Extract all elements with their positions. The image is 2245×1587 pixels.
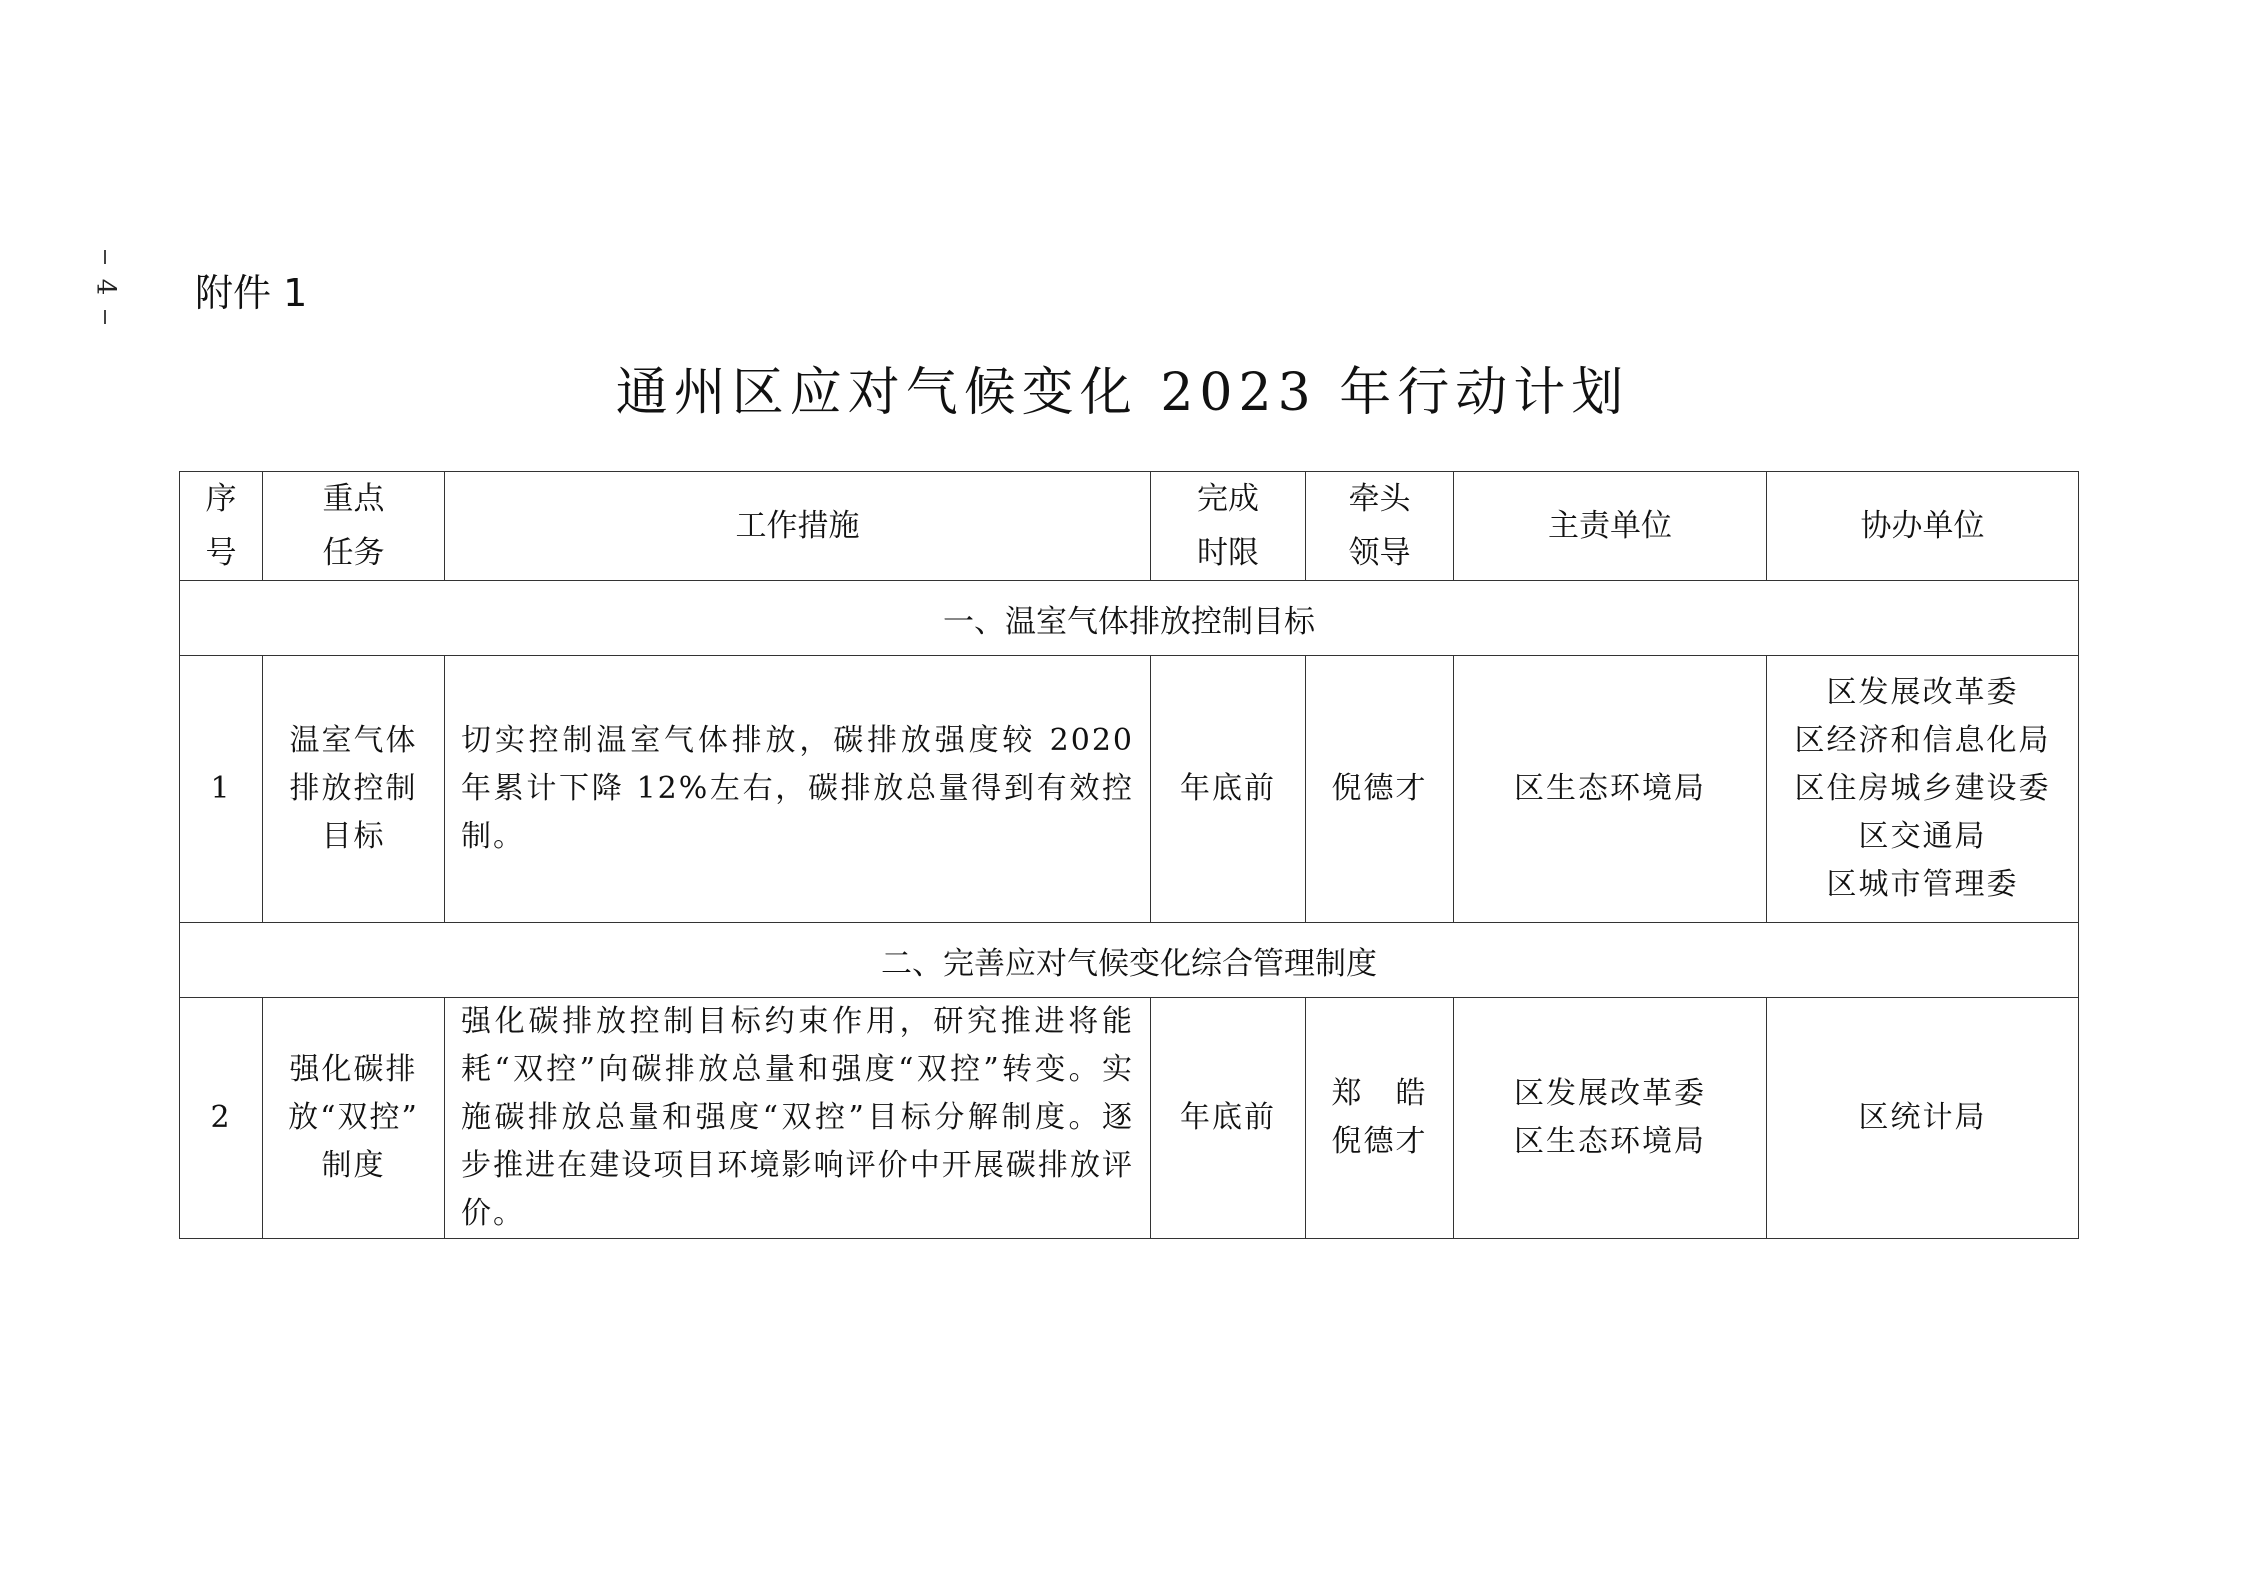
cell-lead-unit <box>1454 998 1767 1239</box>
table-header-row <box>180 472 2079 581</box>
header-lead-unit: 主责单位 <box>1454 472 1767 581</box>
task-line: 制度 <box>321 1148 386 1183</box>
task-line: 排放控制 <box>289 771 418 806</box>
header-task <box>263 472 445 581</box>
cell-deadline <box>1151 656 1306 923</box>
leader-list <box>1306 765 1453 813</box>
table-row <box>180 998 2079 1239</box>
lead-unit-name: 区生态环境局 <box>1514 1124 1706 1159</box>
assist-unit-list <box>1767 669 2078 909</box>
page-number-dash-bottom <box>104 310 106 324</box>
cell-leader <box>1306 998 1454 1239</box>
leader-name: 倪德才 <box>1331 771 1428 806</box>
assist-unit-name: 区经济和信息化局 <box>1794 723 2051 758</box>
cell-measure <box>445 656 1151 923</box>
deadline-value: 年底前 <box>1180 1100 1276 1135</box>
cell-seq <box>180 656 263 923</box>
header-deadline <box>1151 472 1306 581</box>
cell-task <box>263 656 445 923</box>
cell-measure <box>445 998 1151 1239</box>
task-line: 温室气体 <box>289 723 418 758</box>
header-measure: 工作措施 <box>445 472 1151 581</box>
header-seq-line: 号 <box>205 535 237 571</box>
seq-value: 1 <box>210 771 232 806</box>
leader-name: 倪德才 <box>1331 1124 1428 1159</box>
assist-unit-name: 区发展改革委 <box>1826 675 2019 710</box>
task-line: 目标 <box>321 819 386 854</box>
cell-assist-unit <box>1767 656 2079 923</box>
section-row <box>180 923 2079 998</box>
header-assist-unit: 协办单位 <box>1767 472 2079 581</box>
attachment-label: 附件 1 <box>195 271 308 315</box>
assist-unit-name: 区住房城乡建设委 <box>1794 771 2051 806</box>
cell-task <box>263 998 445 1239</box>
seq-value: 2 <box>210 1100 232 1135</box>
header-deadline-line: 时限 <box>1197 535 1259 571</box>
cell-deadline <box>1151 998 1306 1239</box>
header-deadline-line: 完成 <box>1197 481 1259 517</box>
deadline-value: 年底前 <box>1180 771 1276 806</box>
table-row <box>180 656 2079 923</box>
page-number-value: 4 <box>89 278 120 296</box>
page-number-dash-top <box>104 250 106 264</box>
lead-unit-name: 区发展改革委 <box>1514 1076 1706 1111</box>
assist-unit-list <box>1767 1094 2078 1142</box>
header-task-line: 重点 <box>322 481 385 517</box>
lead-unit-list <box>1454 1070 1766 1166</box>
cell-assist-unit <box>1767 998 2079 1239</box>
header-leader <box>1306 472 1454 581</box>
lead-unit-name: 区生态环境局 <box>1514 771 1706 806</box>
assist-unit-name: 区城市管理委 <box>1826 867 2019 902</box>
task-text <box>263 1046 444 1190</box>
cell-leader <box>1306 656 1454 923</box>
action-plan-table <box>179 471 2079 1239</box>
header-task-line: 任务 <box>322 535 385 571</box>
header-leader-line: 领导 <box>1348 535 1411 571</box>
cell-lead-unit <box>1454 656 1767 923</box>
header-seq <box>180 472 263 581</box>
task-line: 强化碳排 <box>289 1052 418 1087</box>
lead-unit-list <box>1454 765 1766 813</box>
task-text <box>263 717 444 861</box>
header-seq-line: 序 <box>205 481 237 517</box>
section-row <box>180 581 2079 656</box>
page-number <box>89 240 120 334</box>
leader-list <box>1306 1070 1453 1166</box>
measure-text: 强化碳排放控制目标约束作用，研究推进将能耗“双控”向碳排放总量和强度“双控”转变。实施碳排放总量和强度“双控”目标分解制度。逐步推进在建设项目环境影响评价中开展碳排放评价。 <box>461 1004 1134 1231</box>
header-leader-line: 牵头 <box>1348 481 1411 517</box>
leader-name: 郑 皓 <box>1331 1076 1428 1111</box>
cell-seq <box>180 998 263 1239</box>
measure-text: 切实控制温室气体排放，碳排放强度较 2020 年累计下降 12%左右，碳排放总量得到有效控制。 <box>461 723 1134 854</box>
assist-unit-name: 区统计局 <box>1858 1100 1987 1135</box>
task-line: 放“双控” <box>288 1100 419 1135</box>
section-title: 一、温室气体排放控制目标 <box>180 581 2079 656</box>
section-title: 二、完善应对气候变化综合管理制度 <box>180 923 2079 998</box>
document-title: 通州区应对气候变化 2023 年行动计划 <box>615 363 1630 423</box>
assist-unit-name: 区交通局 <box>1858 819 1987 854</box>
